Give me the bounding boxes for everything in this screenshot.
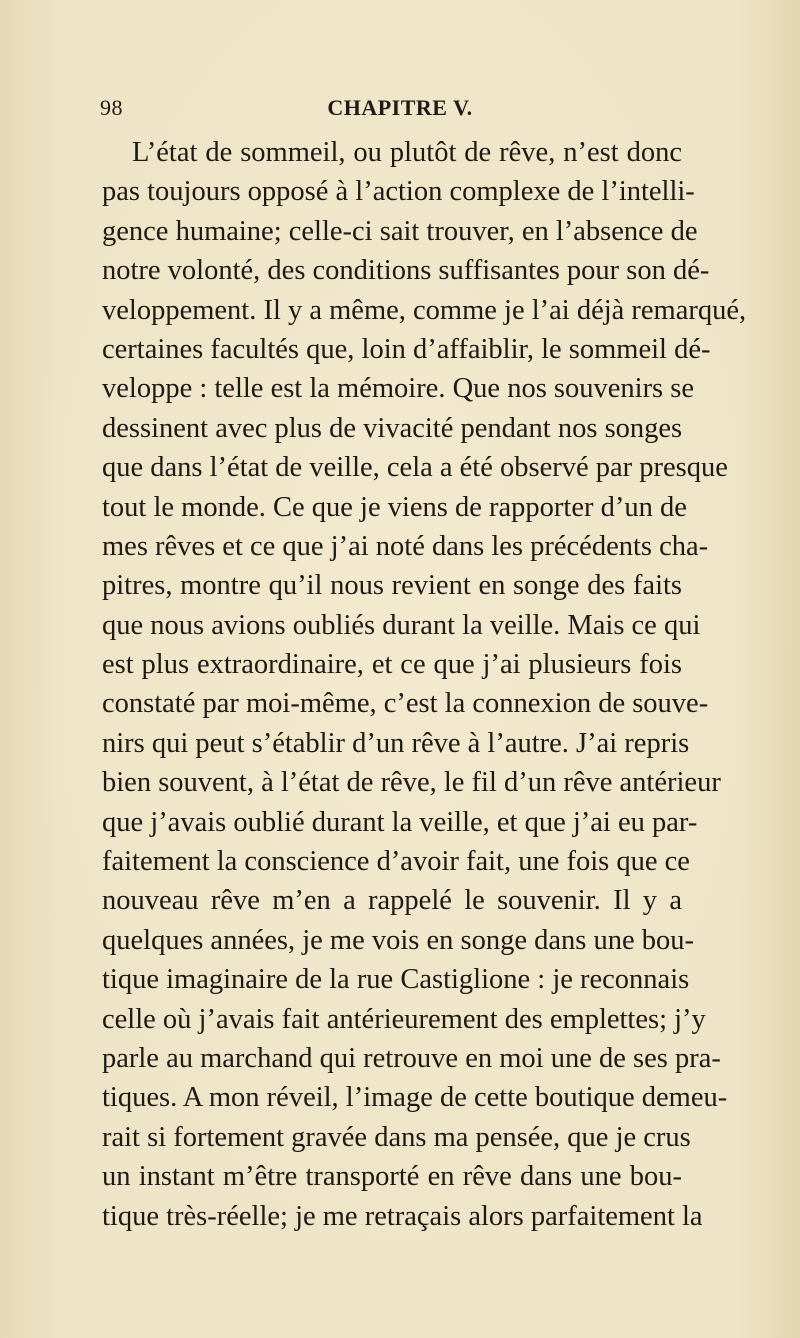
text-line: bien souvent, à l’état de rêve, le fil d’un rêve antérieur — [102, 767, 721, 799]
text-line: tique très-réelle; je me retraçais alors parfaitement la — [102, 1200, 703, 1232]
text-line: nirs qui peut s’établir d’un rêve à l’autre. J’ai repris — [102, 727, 690, 759]
text-line: pas toujours opposé à l’action complexe de l’intelli- — [102, 176, 695, 208]
text-line: tout le monde. Ce que je viens de rapporter d’un de — [102, 491, 687, 523]
text-line: pitres, montre qu’il nous revient en songe des faits — [102, 570, 682, 602]
text-line: nouveau rêve m’en a rappelé le souvenir. Il y a — [102, 885, 682, 917]
text-line: mes rêves et ce que j’ai noté dans les précédents cha- — [102, 530, 709, 562]
text-line: constaté par moi-même, c’est la connexion de souve- — [102, 688, 709, 720]
text-line: celle où j’avais fait antérieurement des emplettes; j’y — [102, 1003, 706, 1035]
text-line: que j’avais oublié durant la veille, et que j’ai eu par- — [102, 806, 698, 838]
chapter-title: CHAPITRE V. — [327, 95, 473, 120]
text-line: veloppement. Il y a même, comme je l’ai déjà remarqué, — [102, 294, 747, 326]
running-head — [100, 95, 700, 125]
text-line: tiques. A mon réveil, l’image de cette boutique demeu- — [102, 1082, 728, 1114]
text-line: L’état de sommeil, ou plutôt de rêve, n’est donc — [132, 137, 682, 168]
text-line: veloppe : telle est la mémoire. Que nos souvenirs se — [102, 373, 695, 405]
text-line: tique imaginaire de la rue Castiglione : je reconnais — [102, 964, 690, 996]
text-line: certaines facultés que, loin d’affaiblir, le sommeil dé- — [102, 333, 711, 365]
text-line: rait si fortement gravée dans ma pensée, que je crus — [102, 1121, 691, 1153]
body-text — [102, 133, 747, 1236]
text-line: faitement la conscience d’avoir fait, une fois que ce — [102, 846, 690, 878]
text-line: gence humaine; celle-ci sait trouver, en l’absence de — [102, 215, 698, 247]
text-line: un instant m’être transporté en rêve dans une bou- — [102, 1161, 682, 1193]
text-line: parle au marchand qui retrouve en moi une de ses pra- — [102, 1042, 721, 1074]
text-line: notre volonté, des conditions suffisantes pour son dé- — [102, 255, 710, 287]
text-line: que dans l’état de veille, cela a été observé par presque — [102, 452, 728, 484]
text-line: dessinent avec plus de vivacité pendant nos songes — [102, 412, 683, 444]
page-number: 98 — [100, 95, 123, 120]
text-line: quelques années, je me vois en songe dans une bou- — [102, 924, 695, 956]
text-line: que nous avions oubliés durant la veille. Mais ce qui — [102, 609, 701, 641]
text-line: est plus extraordinaire, et ce que j’ai plusieurs fois — [102, 649, 682, 681]
